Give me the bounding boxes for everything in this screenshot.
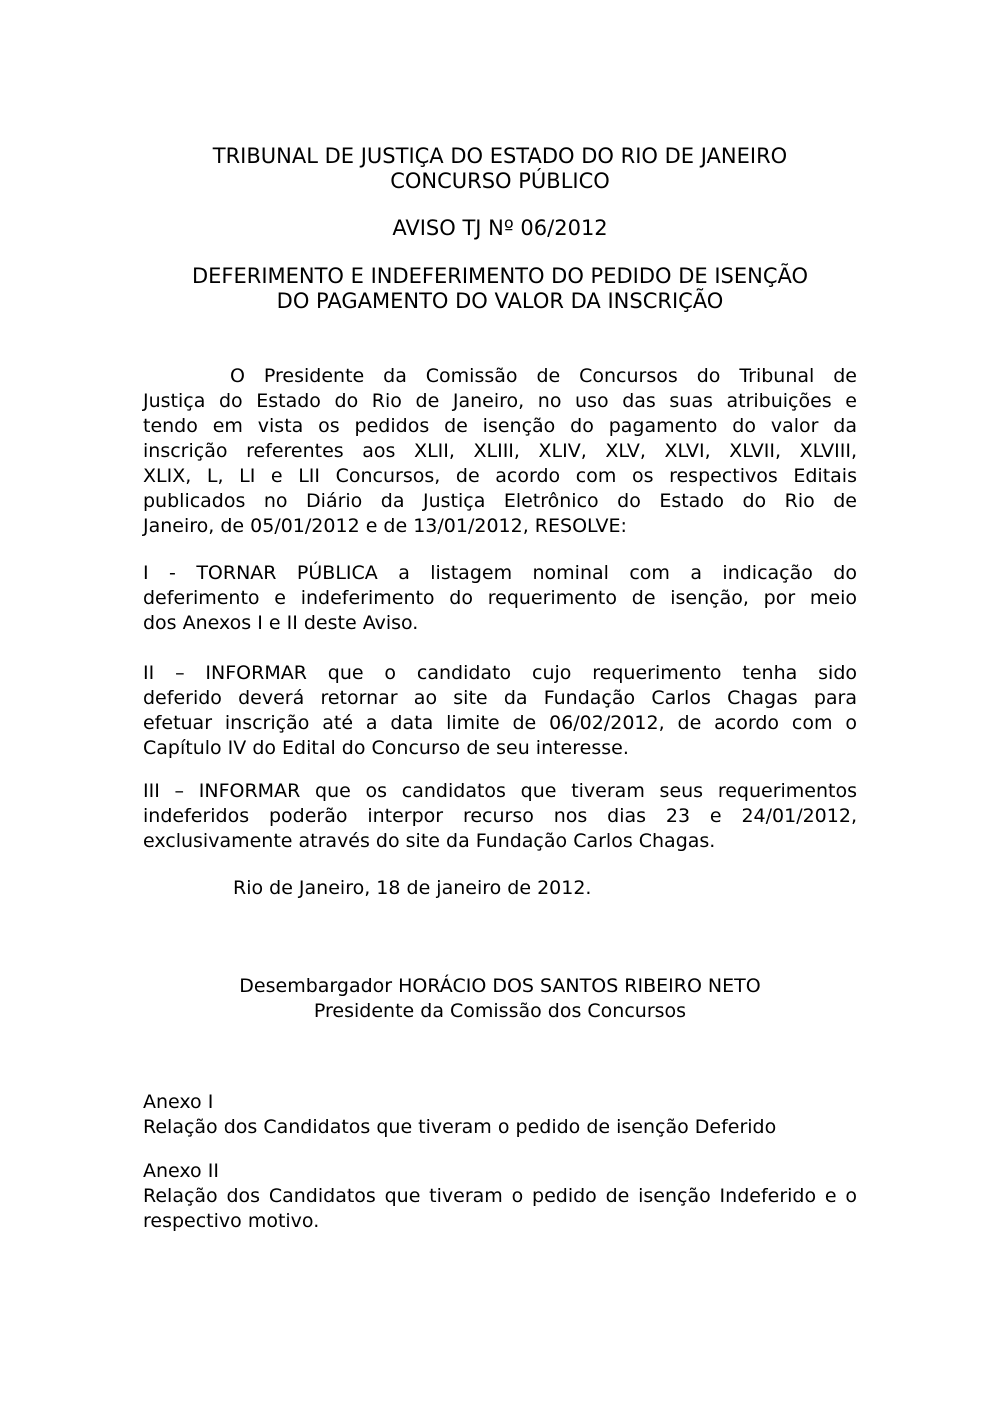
- item-3-line-2: indeferidos poderão interpor recurso nos dias 23 e 24/01/2012,: [143, 805, 857, 827]
- item-2-line-4: Capítulo IV do Edital do Concurso de seu interesse.: [143, 737, 629, 759]
- subject-line-2: DO PAGAMENTO DO VALOR DA INSCRIÇÃO: [276, 289, 724, 313]
- date-line: Rio de Janeiro, 18 de janeiro de 2012.: [233, 877, 592, 899]
- signature-role: Presidente da Comissão dos Concursos: [313, 1000, 687, 1022]
- annex-1-line-1: Relação dos Candidatos que tiveram o pedido de isenção Deferido: [143, 1116, 777, 1138]
- intro-line-1: O Presidente da Comissão de Concursos do Tribunal de: [230, 365, 857, 387]
- resolution-item-1: [143, 561, 857, 636]
- intro-line-5: XLIX, L, LI e LII Concursos, de acordo com os respectivos Editais: [143, 465, 857, 487]
- intro-line-4: inscrição referentes aos XLII, XLIII, XLIV, XLV, XLVI, XLVII, XLVIII,: [143, 440, 857, 462]
- annex-2-line-1: Relação dos Candidatos que tiveram o pedido de isenção Indeferido e o: [143, 1185, 857, 1207]
- date-block: [143, 876, 857, 901]
- document-subject: [143, 264, 857, 314]
- intro-line-3: tendo em vista os pedidos de isenção do pagamento do valor da: [143, 415, 857, 437]
- document-title: [143, 144, 857, 194]
- signature-name: Desembargador HORÁCIO DOS SANTOS RIBEIRO NETO: [239, 975, 761, 997]
- annex-2-title: Anexo II: [143, 1160, 219, 1182]
- item-2-line-1: II – INFORMAR que o candidato cujo requerimento tenha sido: [143, 662, 857, 684]
- title-line-1: TRIBUNAL DE JUSTIÇA DO ESTADO DO RIO DE JANEIRO: [212, 144, 788, 168]
- title-line-2: CONCURSO PÚBLICO: [390, 169, 610, 193]
- aviso-number-line: AVISO TJ Nº 06/2012: [392, 216, 608, 240]
- annex-1-title: Anexo I: [143, 1091, 214, 1113]
- annex-2-line-2: respectivo motivo.: [143, 1210, 320, 1232]
- aviso-number: [143, 216, 857, 241]
- subject-line-1: DEFERIMENTO E INDEFERIMENTO DO PEDIDO DE ISENÇÃO: [191, 264, 809, 288]
- item-1-line-2: deferimento e indeferimento do requerimento de isenção, por meio: [143, 587, 857, 609]
- document-content: [143, 144, 857, 1234]
- annex-1: [143, 1090, 857, 1140]
- signature-block: [143, 974, 857, 1024]
- resolution-item-2: [143, 661, 857, 761]
- item-1-line-1: I - TORNAR PÚBLICA a listagem nominal com a indicação do: [143, 562, 857, 584]
- item-2-line-2: deferido deverá retornar ao site da Fundação Carlos Chagas para: [143, 687, 857, 709]
- intro-line-2: Justiça do Estado do Rio de Janeiro, no uso das suas atribuições e: [143, 390, 857, 412]
- item-2-line-3: efetuar inscrição até a data limite de 06/02/2012, de acordo com o: [143, 712, 857, 734]
- resolution-item-3: [143, 779, 857, 854]
- intro-line-7: Janeiro, de 05/01/2012 e de 13/01/2012, RESOLVE:: [143, 515, 627, 537]
- intro-line-6: publicados no Diário da Justiça Eletrônico do Estado do Rio de: [143, 490, 857, 512]
- annex-2: [143, 1159, 857, 1234]
- item-3-line-3: exclusivamente através do site da Fundação Carlos Chagas.: [143, 830, 716, 852]
- item-3-line-1: III – INFORMAR que os candidatos que tiveram seus requerimentos: [143, 780, 857, 802]
- intro-paragraph: [143, 364, 857, 539]
- item-1-line-3: dos Anexos I e II deste Aviso.: [143, 612, 419, 634]
